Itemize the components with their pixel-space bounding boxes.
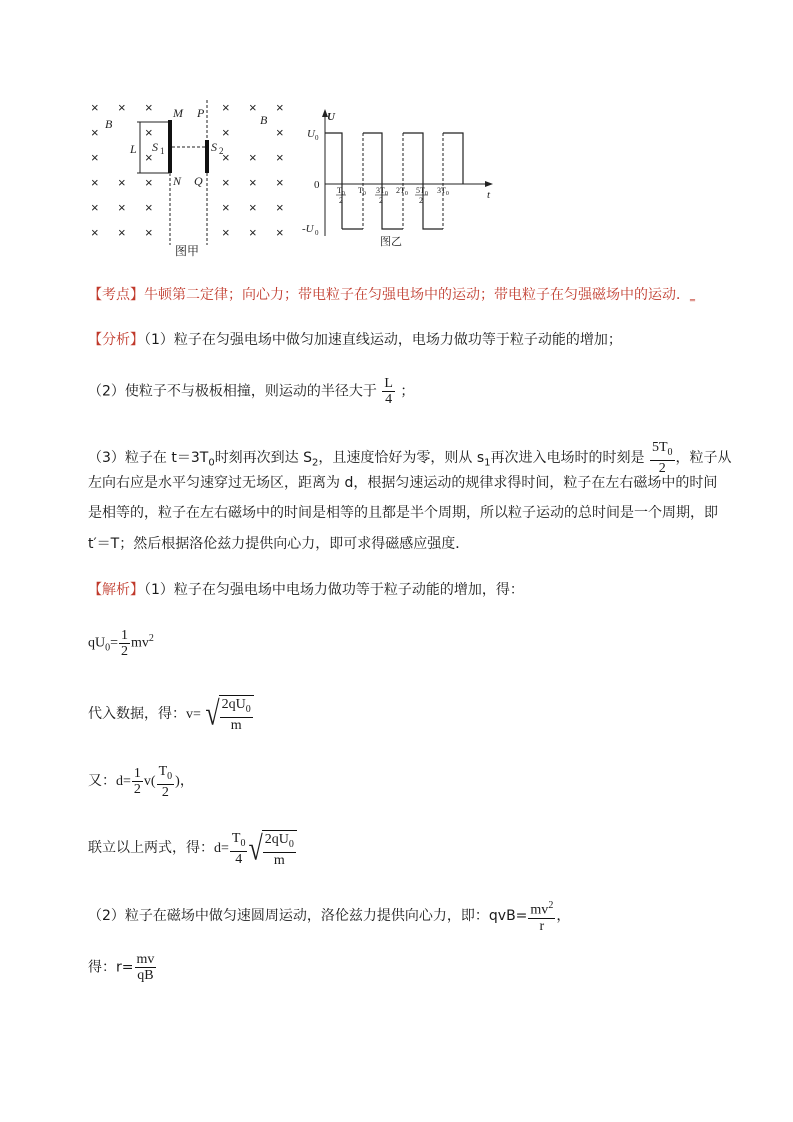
svg-text:×: × [276, 225, 284, 240]
label-b-left: B [105, 117, 113, 131]
caption-yi: 图乙 [380, 235, 402, 248]
plate-mn [168, 120, 172, 173]
svg-text:2: 2 [419, 196, 423, 205]
svg-text:×: × [145, 100, 153, 115]
kaodian-tag: 【考点】 [88, 287, 144, 303]
fenxi-p3-l1: （3）粒子在 $t=3T_0$时刻再次到达 $S_2$，且速度恰好为零，则从 $s_1$再次进入电场时的时刻是 $\frac{5T_0}{2}$ ，粒子从 [88, 440, 732, 476]
label-neg-u0: -U [302, 223, 314, 235]
label-s1: S [152, 140, 158, 154]
svg-text:5T0: $5T_0$ [416, 186, 428, 197]
svg-text:×: × [145, 125, 153, 140]
svg-text:T0: $T_0$ [358, 186, 366, 197]
svg-text:×: × [222, 100, 230, 115]
fraction-l-over-4: $\frac{L}{4}$ [384, 376, 393, 407]
label-u0: U [307, 128, 315, 140]
svg-text:×: × [222, 225, 230, 240]
svg-text:×: × [118, 225, 126, 240]
label-s2: S [211, 140, 217, 154]
t-tick-labels [336, 186, 449, 205]
fenxi-p3-l4: t′＝T；然后根据洛伦兹力提供向心力，即可求得磁感应强度． [88, 536, 470, 552]
svg-text:3T0: $3T_0$ [437, 186, 449, 197]
fenxi-p3-l2: 左向右应是水平匀速穿过无场区，距离为 d，根据匀速运动的规律求得时间，粒子在左右磁场中的时间 [88, 475, 718, 491]
caption-jia: 图甲 [175, 244, 200, 258]
equation-2-line: 代入数据，得：v= √ $\frac{2qU_0}{m}$ [88, 695, 254, 733]
svg-text:×: × [91, 175, 99, 190]
svg-text:×: × [145, 225, 153, 240]
svg-text:×: × [276, 175, 284, 190]
equation-6-line: 得：r= $\frac{mv}{qB}$ [88, 952, 155, 983]
svg-text:×: × [276, 100, 284, 115]
fenxi-tag: 【分析】 [88, 332, 144, 348]
label-p: P [197, 106, 205, 120]
figure-yi [300, 108, 500, 258]
jiexi-p1: 【解析】（1）粒子在匀强电场中电场力做功等于粒子动能的增加，得： [88, 582, 524, 598]
fenxi-p1: 【分析】（1）粒子在匀强电场中做匀加速直线运动，电场力做功等于粒子动能的增加； [88, 332, 622, 348]
equation-4-line: 联立以上两式，得：d= $\frac{T_0}{4}$ √ $\frac{2qU_0}{m}$ [88, 830, 297, 868]
svg-text:×: × [91, 225, 99, 240]
svg-text:×: × [118, 100, 126, 115]
svg-text:×: × [276, 125, 284, 140]
label-l: L [130, 142, 137, 156]
square-wave [325, 133, 463, 229]
svg-text:0: 0 [315, 229, 319, 237]
svg-text:×: × [118, 200, 126, 215]
figure-jia [85, 95, 300, 260]
plate-pq [205, 140, 209, 173]
equation-5-line: （2）粒子在磁场中做匀速圆周运动，洛伦兹力提供向心力，即：qvB= $\frac{mv^2}{r}$ ， [88, 900, 571, 934]
svg-text:×: × [249, 225, 257, 240]
svg-text:1: 1 [160, 146, 165, 156]
label-t: t [487, 189, 491, 201]
svg-text:2T0: $2T_0$ [396, 186, 408, 197]
label-q: Q [194, 174, 203, 188]
svg-text:×: × [222, 150, 230, 165]
svg-text:×: × [249, 150, 257, 165]
svg-text:×: × [118, 175, 126, 190]
svg-text:×: × [91, 150, 99, 165]
svg-text:×: × [91, 100, 99, 115]
svg-text:×: × [249, 100, 257, 115]
label-zero: 0 [314, 179, 320, 191]
label-n: N [173, 174, 182, 188]
label-u: U [327, 111, 335, 123]
jiexi-tag: 【解析】 [88, 582, 144, 598]
label-m: M [173, 106, 183, 120]
kaodian-line: 【考点】牛顿第二定律；向心力；带电粒子在匀强电场中的运动；带电粒子在匀强磁场中的运动．‗ [88, 287, 695, 303]
svg-text:×: × [145, 200, 153, 215]
equation-3-line: 又：d= $\frac{1}{2}$ v( $\frac{T_0}{2}$ )， [88, 764, 194, 800]
svg-text:T0: $T_0$ [337, 186, 345, 197]
svg-text:2: 2 [339, 196, 343, 205]
svg-text:×: × [222, 200, 230, 215]
svg-text:×: × [222, 175, 230, 190]
svg-text:0: 0 [315, 134, 319, 142]
svg-text:2: 2 [379, 196, 383, 205]
svg-text:×: × [91, 200, 99, 215]
fenxi-p3-l3: 是相等的，粒子在左右磁场中的时间是相等的且都是半个周期，所以粒子运动的总时间是一个周期，即 [88, 505, 718, 521]
svg-text:×: × [249, 175, 257, 190]
svg-text:×: × [276, 200, 284, 215]
equation-1: $qU_0=$ $\frac{1}{2}$ $mv^2$ [88, 628, 154, 659]
label-b-right: B [260, 113, 268, 127]
fraction-5t0-over-2: $\frac{5T_0}{2}$ [651, 440, 673, 476]
svg-text:×: × [249, 200, 257, 215]
svg-text:×: × [276, 150, 284, 165]
kaodian-text: 牛顿第二定律；向心力；带电粒子在匀强电场中的运动；带电粒子在匀强磁场中的运动． [144, 287, 690, 303]
svg-text:×: × [145, 175, 153, 190]
svg-text:2: 2 [219, 146, 224, 156]
svg-text:3T0: $3T_0$ [376, 186, 388, 197]
b-field-crosses [91, 100, 284, 240]
fenxi-p2: （2）使粒子不与极板相撞，则运动的半径大于 $\frac{L}{4}$ ； [88, 376, 415, 407]
svg-text:×: × [145, 150, 153, 165]
svg-text:×: × [222, 125, 230, 140]
svg-text:×: × [91, 125, 99, 140]
sqrt-2qu0-over-m: √ $\frac{2qU_0}{m}$ [205, 695, 253, 733]
